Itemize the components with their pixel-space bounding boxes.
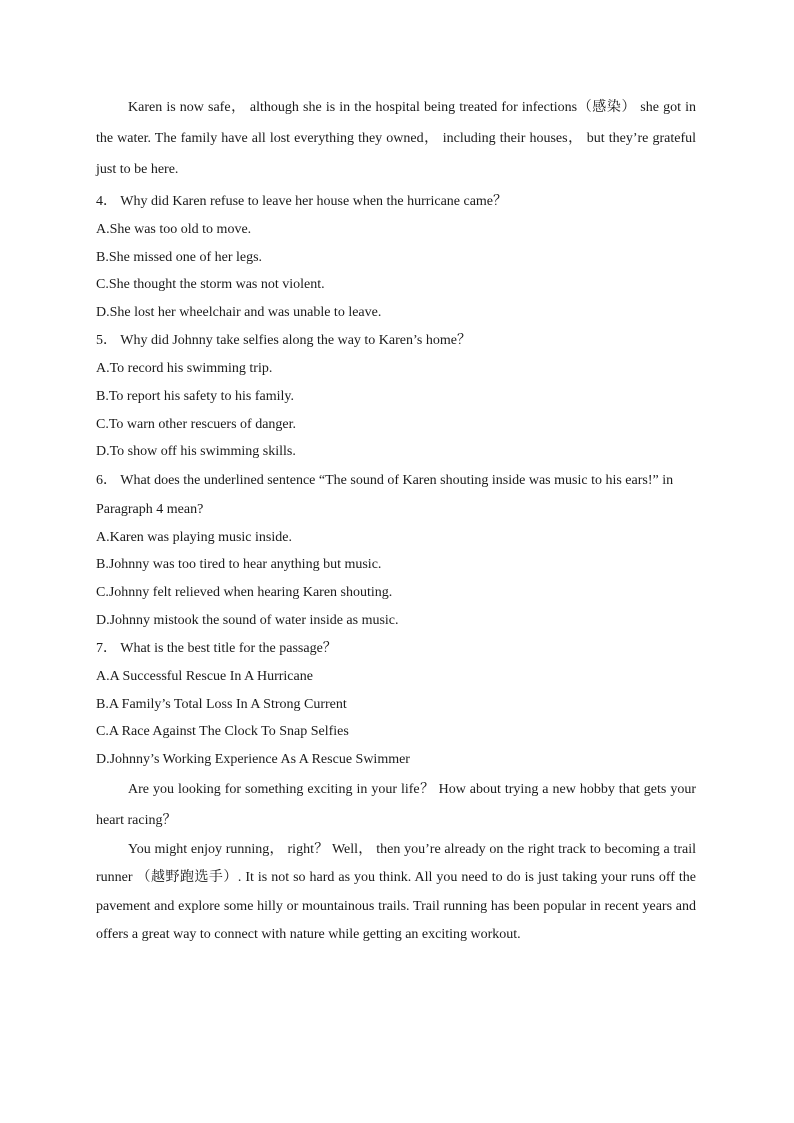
question-7 [96,634,696,773]
option-b: B.To report his safety to his family. [96,388,294,404]
question-5 [96,326,696,465]
question-stem: 6． What does the underlined sentence “The sound of Karen shouting inside was music to his ears!” in Paragraph 4 mean? [96,472,674,517]
option-d: D.Johnny’s Working Experience As A Rescue Swimmer [96,751,410,767]
option-c: C.Johnny felt relieved when hearing Karen shouting. [96,584,393,600]
question-stem: 4． Why did Karen refuse to leave her house when the hurricane came？ [96,194,508,209]
option-b: B.Johnny was too tired to hear anything but music. [96,557,382,573]
option-b: B.A Family’s Total Loss In A Strong Current [96,696,347,712]
option-c: C.She thought the storm was not violent. [96,277,325,293]
question-6 [96,466,696,634]
next-passage-paragraph-2: You might enjoy running， right？ Well， then you’re already on the right track to becoming a trail runner （越野跑选手）. It is not so hard as you think. All you need to do is just taking your runs off the pavement and explore some hilly or mountainous trails. Trail running has been popular in recent years and offers a great way to connect with nature while getting an exciting workout. [96,841,696,942]
option-d: D.To show off his swimming skills. [96,444,296,460]
passage-closing-paragraph: Karen is now safe， although she is in the hospital being treated for infections（感染） she got in the water. The family have all lost everything they owned， including their houses， but they’re grateful just to be here. [96,100,696,177]
next-passage-paragraph-1: Are you looking for something exciting in your life？ How about trying a new hobby that gets your heart racing？ [96,781,696,828]
option-d: D.Johnny mistook the sound of water inside as music. [96,612,399,628]
question-stem: 7． What is the best title for the passage？ [96,641,337,657]
option-d: D.She lost her wheelchair and was unable to leave. [96,304,382,320]
option-c: C.A Race Against The Clock To Snap Selfies [96,724,349,740]
document-page [96,92,696,950]
option-b: B.She missed one of her legs. [96,249,263,265]
option-c: C.To warn other rescuers of danger. [96,416,297,432]
option-a: A.To record his swimming trip. [96,361,273,377]
option-a: A.A Successful Rescue In A Hurricane [96,669,313,685]
option-a: A.Karen was playing music inside. [96,529,292,545]
question-stem: 5． Why did Johnny take selfies along the way to Karen’s home？ [96,333,471,349]
option-a: A.She was too old to move. [96,222,252,237]
question-4 [96,187,696,326]
